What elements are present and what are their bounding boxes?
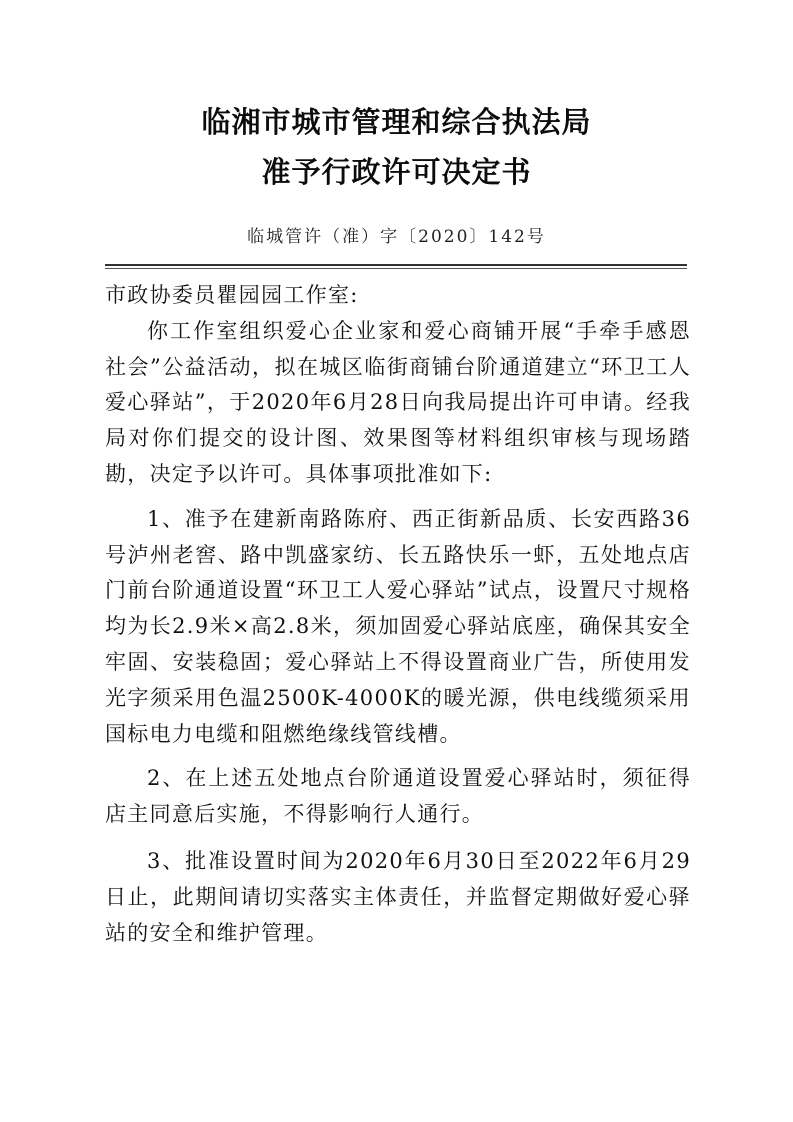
header-divider-thick [105, 264, 687, 266]
issuer-title: 临湘市城市管理和综合执法局 [201, 105, 592, 139]
addressee: 市政协委员瞿园园工作室: [105, 283, 359, 307]
intro-paragraph: 你工作室组织爱心企业家和爱心商铺开展“手牵手感恩社会”公益活动，拟在城区临街商铺台阶通道建立“环卫工人爱心驿站”，于2020年6月28日向我局提出许可申请。经我局对你们提交的设计图、效果图等材料组织审核与现场踏勘，决定予以许可。具体事项批准如下: [105, 318, 691, 486]
document-number: 临城管许（准）字〔2020〕142号 [247, 227, 546, 247]
item-1-paragraph: 1、准予在建新南路陈府、西正街新品质、长安西路36号泸州老窖、路中凯盛家纺、长五路快乐一虾，五处地点店门前台阶通道设置“环卫工人爱心驿站”试点，设置尺寸规格均为长2.9米×高2.8米，须加固爱心驿站底座，确保其安全牢固、安装稳固；爱心驿站上不得设置商业广告，所使用发光字须采用色温2500K-4000K的暖光源，供电线缆须采用国标电力电缆和阻燃绝缘线管线槽。 [105, 506, 691, 746]
document-title: 准予行政许可决定书 [261, 155, 532, 189]
item-3-paragraph: 3、批准设置时间为2020年6月30日至2022年6月29日止，此期间请切实落实主体责任，并监督定期做好爱心驿站的安全和维护管理。 [105, 848, 691, 945]
document-body [105, 278, 691, 951]
header-divider-thin [105, 268, 687, 269]
item-2-paragraph: 2、在上述五处地点台阶通道设置爱心驿站时，须征得店主同意后实施，不得影响行人通行。 [105, 766, 691, 827]
